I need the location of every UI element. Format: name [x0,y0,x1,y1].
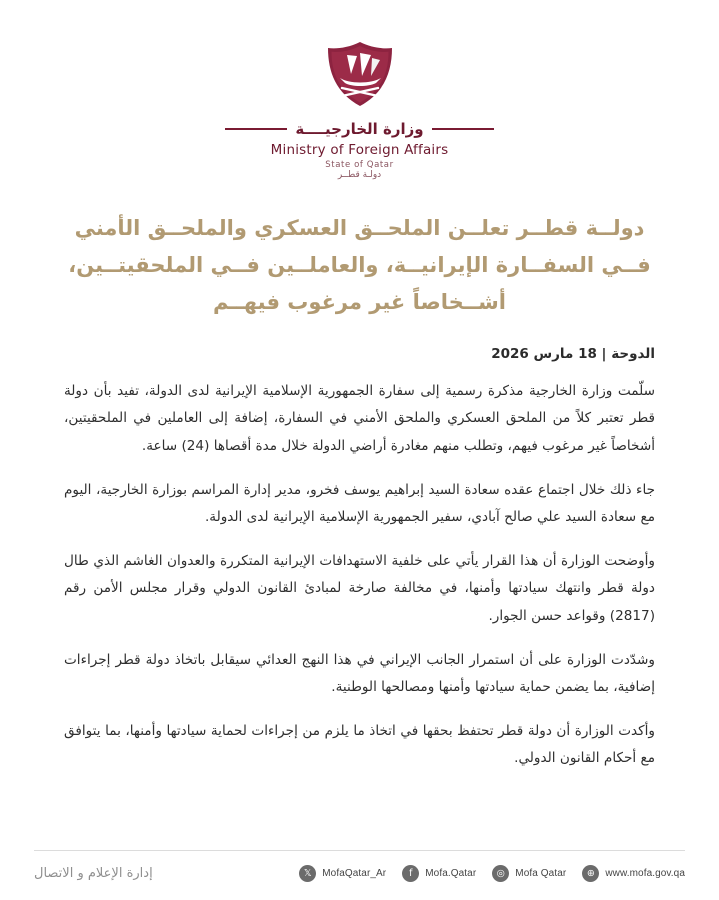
dateline: الدوحة | 18 مارس 2026 [491,346,655,363]
paragraph: وأكدت الوزارة أن دولة قطر تحتفظ بحقها في اتخاذ ما يلزم من إجراءات لحماية سيادتها وأمنها، بما يتوافق مع أحكام القانون الدولي. [64,723,655,767]
footer-divider [34,850,685,851]
social-handle: www.mofa.gov.qa [605,868,685,879]
department-label: إدارة الإعلام و الاتصال [34,866,153,881]
facebook-icon: f [402,865,419,882]
headline-line-2: فــي السفــارة الإيرانيــة، والعاملــين فــي الملحقيتــين، [68,252,651,277]
paragraph: وأوضحت الوزارة أن هذا القرار يأتي على خلفية الاستهدافات الإيرانية المتكررة والعدوان الغاشم الذي طال دولة قطر وانتهك سيادتها وأمنها، في مخالفة صارخة لمبادئ القانون الدولي وقرار مجلس الأمن رقم (2817) وقواعد حسن الجوار. [64,553,655,624]
paragraph: سلّمت وزارة الخارجية مذكرة رسمية إلى سفارة الجمهورية الإسلامية الإيرانية لدى الدولة، تفيد بأن دولة قطر تعتبر كلاً من الملحق العسكري والملحق الأمني في السفارة، إضافة إلى العاملين في الملحقيتين، أشخاصاً غير مرغوب فيهم، وتطلب منهم مغادرة أراضي الدولة خلال مدة أقصاها (24) ساعة. [64,383,655,454]
social-links [299,865,685,882]
page-title [56,210,663,320]
x-twitter-icon: 𝕏 [299,865,316,882]
social-link-x[interactable] [299,865,386,882]
logo-rule-right [432,128,494,130]
social-link-instagram[interactable] [492,865,566,882]
globe-icon: ⊕ [582,865,599,882]
social-handle: Mofa Qatar [515,868,567,879]
ministry-name-en: Ministry of Foreign Affairs [270,142,449,158]
page-footer [0,850,719,900]
social-link-website[interactable] [582,865,685,882]
state-name-en: State of Qatar [325,160,394,170]
qatar-mofa-crest-icon [314,38,406,110]
social-handle: Mofa.Qatar [425,868,477,879]
headline-line-1: دولــة قطــر تعلــن الملحــق العسكري والملحــق الأمني [74,216,645,240]
logo-rule-left [225,128,287,130]
statement-body [64,378,655,789]
ministry-logo [0,0,719,180]
headline-line-3: أشــخاصاً غير مرغوب فيهــم [212,289,506,314]
ministry-name-ar: وزارة الخارجيــــة [295,120,424,138]
paragraph: جاء ذلك خلال اجتماع عقده سعادة السيد إبراهيم يوسف فخرو، مدير إدارة المراسم بوزارة الخارجية، اليوم مع سعادة السيد علي صالح آبادي، سفير الجمهورية الإسلامية الإيرانية لدى الدولة. [64,481,655,525]
social-link-facebook[interactable] [402,865,476,882]
social-handle: MofaQatar_Ar [322,868,387,879]
state-name-ar: دولـة قطــر [337,170,382,180]
logo-divider [225,120,493,138]
instagram-icon: ◎ [492,865,509,882]
paragraph: وشدّدت الوزارة على أن استمرار الجانب الإيراني في هذا النهج العدائي سيقابل باتخاذ دولة قطر إجراءات إضافية، بما يضمن حماية سيادتها وأمنها ومصالحها الوطنية. [64,651,655,695]
